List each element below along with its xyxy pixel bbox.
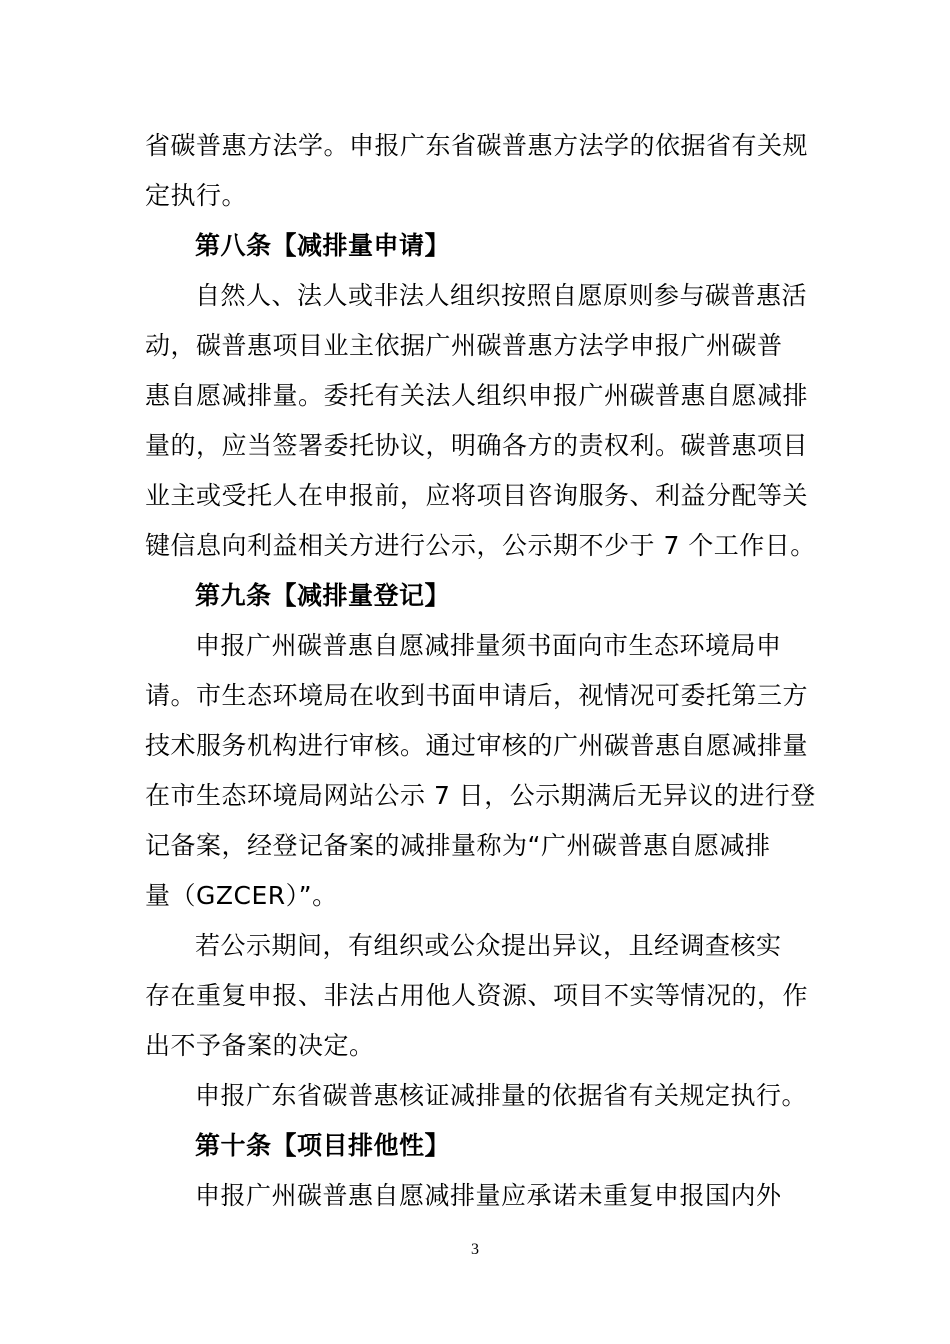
body-text-line: 申报广州碳普惠自愿减排量须书面向市生态环境局申 (195, 631, 782, 660)
body-text-line: 动，碳普惠项目业主依据广州碳普惠方法学申报广州碳普 (145, 331, 783, 360)
body-text-line: 自然人、法人或非法人组织按照自愿原则参与碳普惠活 (195, 281, 808, 310)
body-text-line: 存在重复申报、非法占用他人资源、项目不实等情况的，作 (145, 981, 809, 1010)
body-text-line: 技术服务机构进行审核。通过审核的广州碳普惠自愿减排量 (145, 731, 809, 760)
body-text-line: 请。市生态环境局在收到书面申请后，视情况可委托第三方 (145, 681, 809, 710)
page-number: 3 (471, 1241, 479, 1258)
body-text-line: 量（GZCER）”。 (145, 881, 338, 910)
body-text-line: 在市生态环境局网站公示 7 日，公示期满后无异议的进行登 (145, 781, 816, 810)
body-text-line: 记备案，经登记备案的减排量称为“广州碳普惠自愿减排 (145, 831, 771, 860)
body-text-line: 键信息向利益相关方进行公示，公示期不少于 7 个工作日。 (145, 531, 816, 560)
body-text-line: 定执行。 (145, 181, 248, 210)
body-text-line: 出不予备案的决定。 (145, 1031, 375, 1060)
body-text-line: 申报广州碳普惠自愿减排量应承诺未重复申报国内外 (195, 1181, 782, 1210)
body-text-line: 业主或受托人在申报前，应将项目咨询服务、利益分配等关 (145, 481, 809, 510)
body-text-line: 惠自愿减排量。委托有关法人组织申报广州碳普惠自愿减排 (145, 381, 809, 410)
article-heading-8: 第八条【减排量申请】 (195, 231, 451, 260)
body-text-line: 若公示期间，有组织或公众提出异议，且经调查核实 (195, 931, 782, 960)
article-heading-10: 第十条【项目排他性】 (195, 1131, 451, 1160)
article-heading-9: 第九条【减排量登记】 (195, 581, 451, 610)
body-text-line: 申报广东省碳普惠核证减排量的依据省有关规定执行。 (195, 1081, 808, 1110)
body-text-line: 省碳普惠方法学。申报广东省碳普惠方法学的依据省有关规 (145, 131, 809, 160)
body-text-line: 量的，应当签署委托协议，明确各方的责权利。碳普惠项目 (145, 431, 809, 460)
